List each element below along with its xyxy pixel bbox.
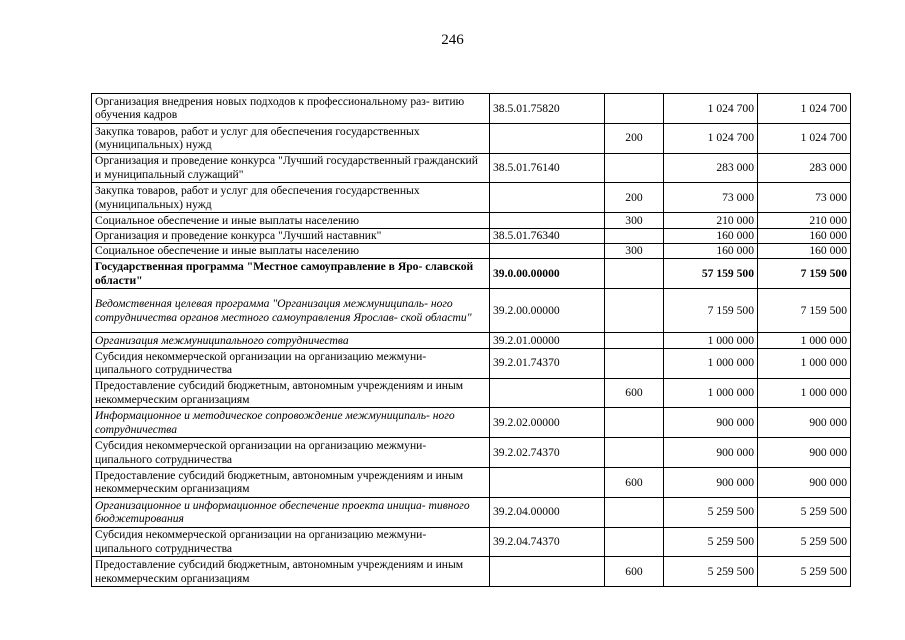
table-row — [92, 408, 851, 438]
row-name-cell: Организационное и информационное обеспечение проекта инициа- тивного бюджетирования — [92, 497, 490, 527]
table-row — [92, 348, 851, 378]
row-amount-1-cell: 210 000 — [664, 213, 758, 228]
row-expense-type-cell — [605, 153, 664, 183]
table-row — [92, 557, 851, 587]
row-code-cell: 39.2.01.00000 — [490, 333, 605, 348]
row-amount-1-cell: 160 000 — [664, 228, 758, 243]
budget-table-body — [92, 94, 851, 587]
row-code-cell: 38.5.01.76340 — [490, 228, 605, 243]
row-code-cell: 39.2.02.00000 — [490, 408, 605, 438]
row-amount-2-cell: 160 000 — [758, 228, 851, 243]
row-amount-2-cell: 73 000 — [758, 183, 851, 213]
row-expense-type-cell — [605, 497, 664, 527]
row-expense-type-cell — [605, 348, 664, 378]
table-row — [92, 289, 851, 333]
row-amount-1-cell: 900 000 — [664, 438, 758, 468]
row-amount-1-cell: 5 259 500 — [664, 527, 758, 557]
row-expense-type-cell — [605, 289, 664, 333]
row-expense-type-cell: 600 — [605, 467, 664, 497]
row-amount-1-cell: 1 024 700 — [664, 94, 758, 124]
row-name-cell: Организация и проведение конкурса "Лучший наставник" — [92, 228, 490, 243]
row-amount-1-cell: 900 000 — [664, 408, 758, 438]
row-amount-1-cell: 7 159 500 — [664, 289, 758, 333]
row-amount-2-cell: 900 000 — [758, 438, 851, 468]
row-expense-type-cell — [605, 408, 664, 438]
row-expense-type-cell: 200 — [605, 123, 664, 153]
table-row — [92, 123, 851, 153]
row-amount-1-cell: 1 000 000 — [664, 348, 758, 378]
row-code-cell — [490, 123, 605, 153]
row-code-cell: 38.5.01.76140 — [490, 153, 605, 183]
row-name-cell: Организация внедрения новых подходов к профессиональному раз- витию обучения кадров — [92, 94, 490, 124]
budget-table — [91, 93, 851, 587]
table-row — [92, 259, 851, 289]
row-expense-type-cell — [605, 228, 664, 243]
row-name-cell: Ведомственная целевая программа "Организация межмуниципаль- ного сотрудничества органов местного самоуправления Ярослав- ской области" — [92, 289, 490, 333]
table-row — [92, 527, 851, 557]
row-code-cell — [490, 213, 605, 228]
row-code-cell — [490, 467, 605, 497]
row-amount-1-cell: 57 159 500 — [664, 259, 758, 289]
table-row — [92, 243, 851, 258]
row-amount-2-cell: 1 000 000 — [758, 348, 851, 378]
row-name-cell: Социальное обеспечение и иные выплаты населению — [92, 243, 490, 258]
row-amount-2-cell: 283 000 — [758, 153, 851, 183]
row-amount-1-cell: 900 000 — [664, 467, 758, 497]
row-amount-2-cell: 1 000 000 — [758, 378, 851, 408]
row-amount-2-cell: 5 259 500 — [758, 497, 851, 527]
table-row — [92, 438, 851, 468]
row-name-cell: Информационное и методическое сопровождение межмуниципаль- ного сотрудничества — [92, 408, 490, 438]
table-row — [92, 213, 851, 228]
row-amount-1-cell: 1 000 000 — [664, 333, 758, 348]
table-row — [92, 153, 851, 183]
row-code-cell: 39.0.00.00000 — [490, 259, 605, 289]
row-expense-type-cell — [605, 438, 664, 468]
row-code-cell: 38.5.01.75820 — [490, 94, 605, 124]
table-row — [92, 467, 851, 497]
row-expense-type-cell: 300 — [605, 243, 664, 258]
row-code-cell: 39.2.02.74370 — [490, 438, 605, 468]
row-amount-2-cell: 5 259 500 — [758, 557, 851, 587]
row-amount-1-cell: 5 259 500 — [664, 497, 758, 527]
row-name-cell: Субсидия некоммерческой организации на организацию межмуни- ципального сотрудничества — [92, 348, 490, 378]
row-name-cell: Государственная программа "Местное самоуправление в Яро- славской области" — [92, 259, 490, 289]
row-code-cell: 39.2.00.00000 — [490, 289, 605, 333]
row-name-cell: Предоставление субсидий бюджетным, автономным учреждениям и иным некоммерческим организациям — [92, 467, 490, 497]
row-name-cell: Закупка товаров, работ и услуг для обеспечения государственных (муниципальных) нужд — [92, 123, 490, 153]
row-code-cell — [490, 183, 605, 213]
row-name-cell: Социальное обеспечение и иные выплаты населению — [92, 213, 490, 228]
row-expense-type-cell: 600 — [605, 557, 664, 587]
row-code-cell: 39.2.04.74370 — [490, 527, 605, 557]
row-amount-1-cell: 1 000 000 — [664, 378, 758, 408]
table-row — [92, 183, 851, 213]
row-name-cell: Организация и проведение конкурса "Лучший государственный гражданский и муниципальный служащий" — [92, 153, 490, 183]
row-name-cell: Предоставление субсидий бюджетным, автономным учреждениям и иным некоммерческим организациям — [92, 557, 490, 587]
row-name-cell: Субсидия некоммерческой организации на организацию межмуни- ципального сотрудничества — [92, 438, 490, 468]
row-name-cell: Субсидия некоммерческой организации на организацию межмуни- ципального сотрудничества — [92, 527, 490, 557]
row-expense-type-cell: 200 — [605, 183, 664, 213]
row-code-cell — [490, 557, 605, 587]
row-code-cell: 39.2.04.00000 — [490, 497, 605, 527]
row-expense-type-cell: 600 — [605, 378, 664, 408]
row-amount-2-cell: 1 024 700 — [758, 94, 851, 124]
table-row — [92, 333, 851, 348]
table-row — [92, 378, 851, 408]
row-amount-2-cell: 7 159 500 — [758, 289, 851, 333]
row-expense-type-cell — [605, 333, 664, 348]
row-amount-2-cell: 160 000 — [758, 243, 851, 258]
row-expense-type-cell — [605, 527, 664, 557]
row-amount-2-cell: 210 000 — [758, 213, 851, 228]
page-number: 246 — [441, 32, 464, 48]
row-amount-2-cell: 900 000 — [758, 408, 851, 438]
row-name-cell: Организация межмуниципального сотрудничества — [92, 333, 490, 348]
row-amount-2-cell: 1 000 000 — [758, 333, 851, 348]
row-amount-2-cell: 7 159 500 — [758, 259, 851, 289]
row-name-cell: Закупка товаров, работ и услуг для обеспечения государственных (муниципальных) нужд — [92, 183, 490, 213]
row-amount-1-cell: 5 259 500 — [664, 557, 758, 587]
row-amount-2-cell: 900 000 — [758, 467, 851, 497]
row-amount-2-cell: 5 259 500 — [758, 527, 851, 557]
row-expense-type-cell — [605, 259, 664, 289]
row-amount-1-cell: 160 000 — [664, 243, 758, 258]
row-amount-2-cell: 1 024 700 — [758, 123, 851, 153]
row-amount-1-cell: 1 024 700 — [664, 123, 758, 153]
row-code-cell — [490, 243, 605, 258]
table-row — [92, 497, 851, 527]
row-code-cell — [490, 378, 605, 408]
row-expense-type-cell — [605, 94, 664, 124]
row-amount-1-cell: 283 000 — [664, 153, 758, 183]
row-expense-type-cell: 300 — [605, 213, 664, 228]
row-code-cell: 39.2.01.74370 — [490, 348, 605, 378]
table-row — [92, 228, 851, 243]
table-row — [92, 94, 851, 124]
row-amount-1-cell: 73 000 — [664, 183, 758, 213]
row-name-cell: Предоставление субсидий бюджетным, автономным учреждениям и иным некоммерческим организациям — [92, 378, 490, 408]
